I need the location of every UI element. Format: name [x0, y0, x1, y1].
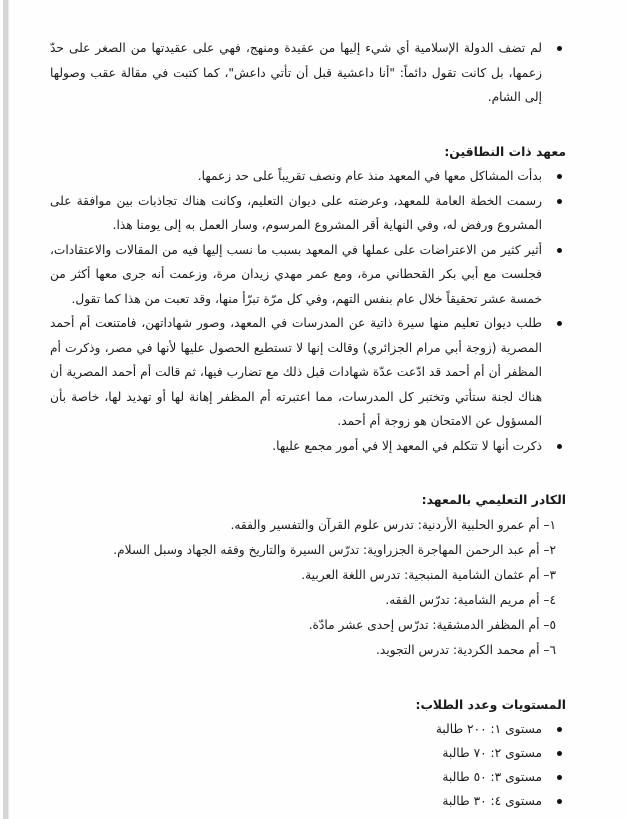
- staff-item: ٣– أم عثمان الشامية المنبجية: تدرس اللغة العربية.: [301, 567, 556, 582]
- page-edge-strip: [3, 0, 9, 819]
- staff-item: ٥– أم المظفر الدمشقية: تدرّس إحدى عشر مادّة.: [308, 617, 556, 632]
- section-heading-staff: الكادر التعليمي بالمعهد:: [421, 492, 566, 507]
- level-item: مستوى ٤: ٣٠ طالبة: [50, 789, 542, 813]
- list-item: رسمت الخطة العامة للمعهد، وعرضته على ديوان التعليم، وكانت هناك تجاذبات بين موافقة على المشروع ورفض له، وفي النهاية أقر المشروع المرسوم، وسار العمل به إلى يومنا هذا.: [50, 189, 542, 238]
- level-item: مستوى ١: ٢٠٠ طالبة: [50, 717, 542, 741]
- staff-item: ١– أم عمرو الحلبية الأردنية: تدرس علوم القرآن والتفسير والفقه.: [230, 517, 556, 532]
- staff-list: [50, 513, 566, 663]
- list-item: أثير كثير من الاعتراضات على عملها في المعهد بسبب ما نسب إليها فيه من المقالات والاعتقادات، فجلست مع أبي بكر القحطاني مرة، ومع عمر مهدي زيدان مرة، وزعمت أنه جرى معها أكثر من خمسة عشر تحقيقاً خلال عام بنفس التهم، وفي كل مرّة تبرّأ منها، وقد تعبت من هذا كما تقول.: [50, 238, 542, 312]
- list-item: لم تضف الدولة الإسلامية أي شيء إليها من عقيدة ومنهج، فهي على عقيدتها من الصغر على حدّ زعمها، بل كانت تقول دائماً: "أنا داعشية قبل أن تأتي داعش"، كما كتبت في مقالة عقب وصولها إلى الشام.: [50, 36, 542, 110]
- list-item: بدأت المشاكل معها في المعهد منذ عام ونصف تقريباً على حد زعمها.: [50, 164, 542, 189]
- section-heading-institute: معهد ذات النطاقين:: [444, 143, 566, 159]
- level-item: مستوى ٣: ٥٠ طالبة: [50, 765, 542, 789]
- levels-list: [50, 717, 566, 813]
- section-heading-levels: المستويات وعدد الطلاب:: [415, 696, 566, 712]
- institute-bullet-list: [50, 164, 566, 458]
- document-body: [50, 36, 566, 813]
- document-page: [10, 0, 626, 819]
- staff-item: ٤– أم مريم الشامية: تدرّس الفقه.: [385, 592, 556, 607]
- intro-bullet-list: [50, 36, 566, 110]
- level-item: مستوى ٢: ٧٠ طالبة: [50, 741, 542, 765]
- list-item: ذكرت أنها لا تتكلم في المعهد إلا في أمور مجمع عليها.: [50, 434, 542, 459]
- list-item: طلب ديوان تعليم منها سيرة ذاتية عن المدرسات في المعهد، وصور شهاداتهن، فامتنعت أم أحمد المصرية (زوجة أبي مرام الجزائري) وقالت إنها لا تستطيع الحصول عليها لأنها في مصر، وذكرت أم المظفر أن أم أحمد قد ادّعت عدّة شهادات قبل ذلك مع تضارب فيها، ثم قالت أم أحمد المصرية أن هناك لجنة ستأتي وتختبر كل المدرسات، مما اعتبرته أم المظفر إهانة لها أو تهديد لها، خاصة بأن المسؤول عن الامتحان هو زوجة أم أحمد.: [50, 311, 542, 434]
- staff-item: ٢– أم عبد الرحمن المهاجرة الجزراوية: تدرّس السيرة والتاريخ وفقه الجهاد وسبل السلام.: [113, 542, 556, 557]
- staff-item: ٦– أم محمد الكردية: تدرس التجويد.: [376, 642, 556, 657]
